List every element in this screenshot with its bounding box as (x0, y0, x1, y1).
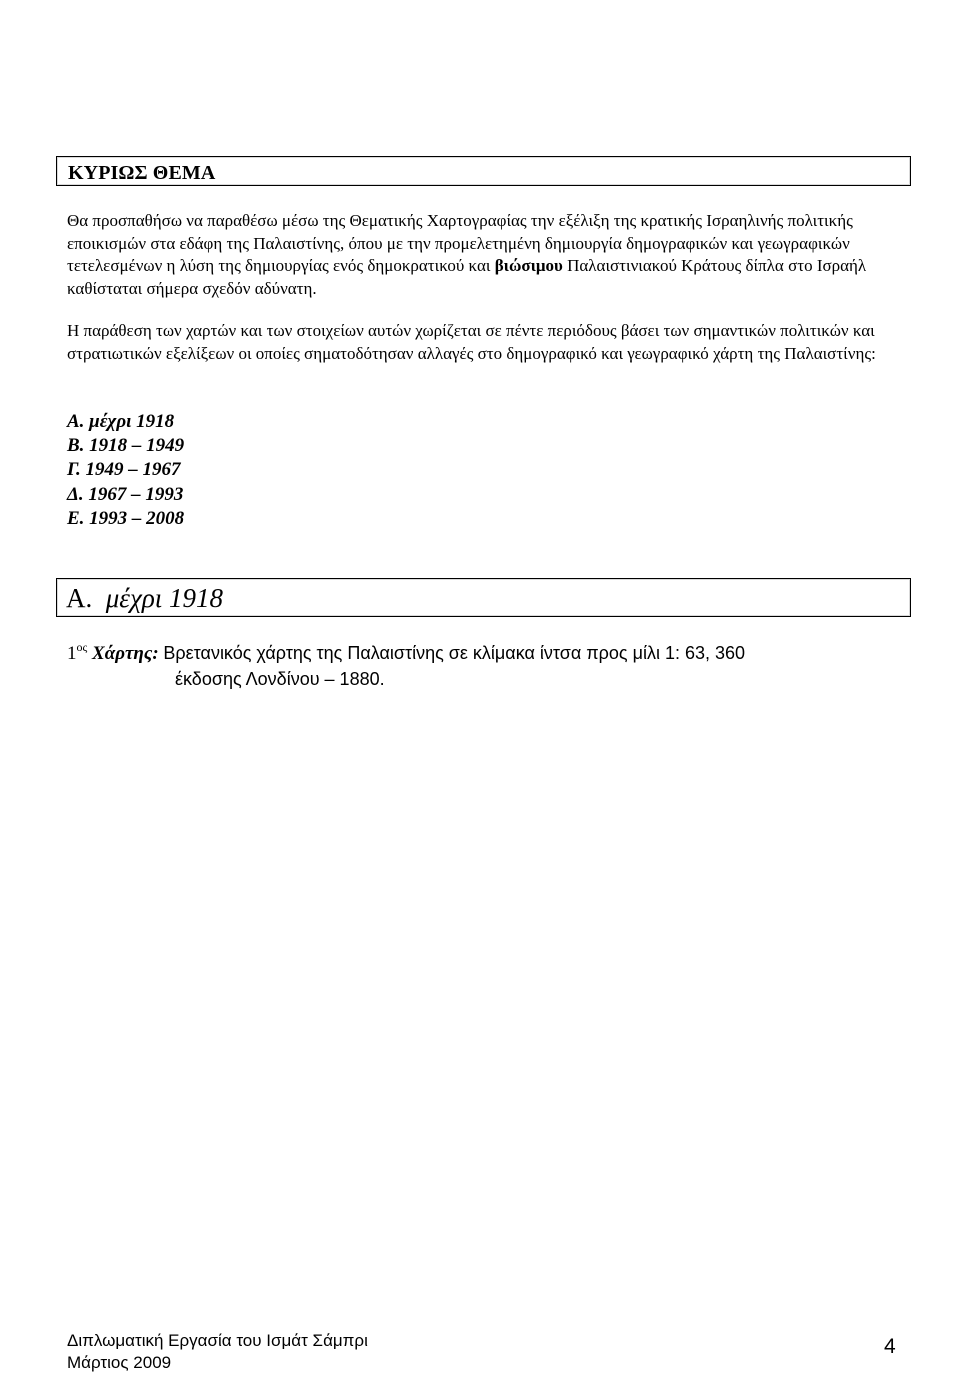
periods-list (67, 410, 184, 531)
section-letter: Α. (66, 583, 93, 613)
period-item: Δ. 1967 – 1993 (67, 483, 184, 505)
period-item: Β. 1918 – 1949 (67, 435, 185, 457)
intro-bold-word: βιώσιμου (494, 256, 563, 275)
map-number: 1 (67, 643, 77, 664)
map-entry (67, 640, 745, 667)
footer-info (67, 1330, 368, 1374)
footer-thesis-author: Διπλωματική Εργασία του Ισμάτ Σάμπρι (67, 1331, 368, 1350)
main-topic-title: ΚΥΡΙΩΣ ΘΕΜΑ (68, 162, 216, 184)
main-topic-box (56, 156, 911, 186)
footer-date: Μάρτιος 2009 (67, 1353, 172, 1372)
period-item: Ε. 1993 – 2008 (67, 507, 185, 529)
map-number-suffix: ος (76, 640, 88, 654)
page-number: 4 (884, 1335, 896, 1358)
period-item: Α. μέχρι 1918 (67, 411, 175, 432)
intro-paragraph (67, 210, 907, 300)
map-description: Βρετανικός χάρτης της Παλαιστίνης σε κλίμακα ίντσα προς μίλι 1: 63, 360 (163, 643, 746, 663)
section-heading (66, 582, 223, 614)
periods-intro-paragraph: Η παράθεση των χαρτών και των στοιχείων αυτών χωρίζεται σε πέντε περιόδους βάσει των σημαντικών πολιτικών και στρατιωτικών εξελίξεων οι οποίες σηματοδότησαν αλλαγές στο δημογραφικό και γεωγραφικό χάρτη της Παλαιστίνης: (67, 321, 876, 363)
section-heading-box (56, 578, 911, 617)
map-description-continued: έκδοσης Λονδίνου – 1880. (175, 669, 385, 689)
intro-text-after: Παλαιστινιακού Κράτους δίπλα στο Ισραήλ καθίσταται σήμερα σχεδόν αδύνατη. (67, 256, 867, 298)
intro-text-before: Θα προσπαθήσω να παραθέσω μέσω της Θεματικής Χαρτογραφίας την εξέλιξη της κρατικής Ισραηλινής πολιτικής εποικισμών στα εδάφη της Παλαιστίνης, όπου με την προμελετημένη δημιουργία δημογραφικών και γεωγραφικών τετελεσμένων η λύση της δημιουργίας ενός δημοκρατικού και (67, 211, 853, 275)
section-title: μέχρι 1918 (105, 583, 224, 613)
period-item: Γ. 1949 – 1967 (67, 459, 181, 481)
map-label: Χάρτης: (92, 643, 159, 664)
